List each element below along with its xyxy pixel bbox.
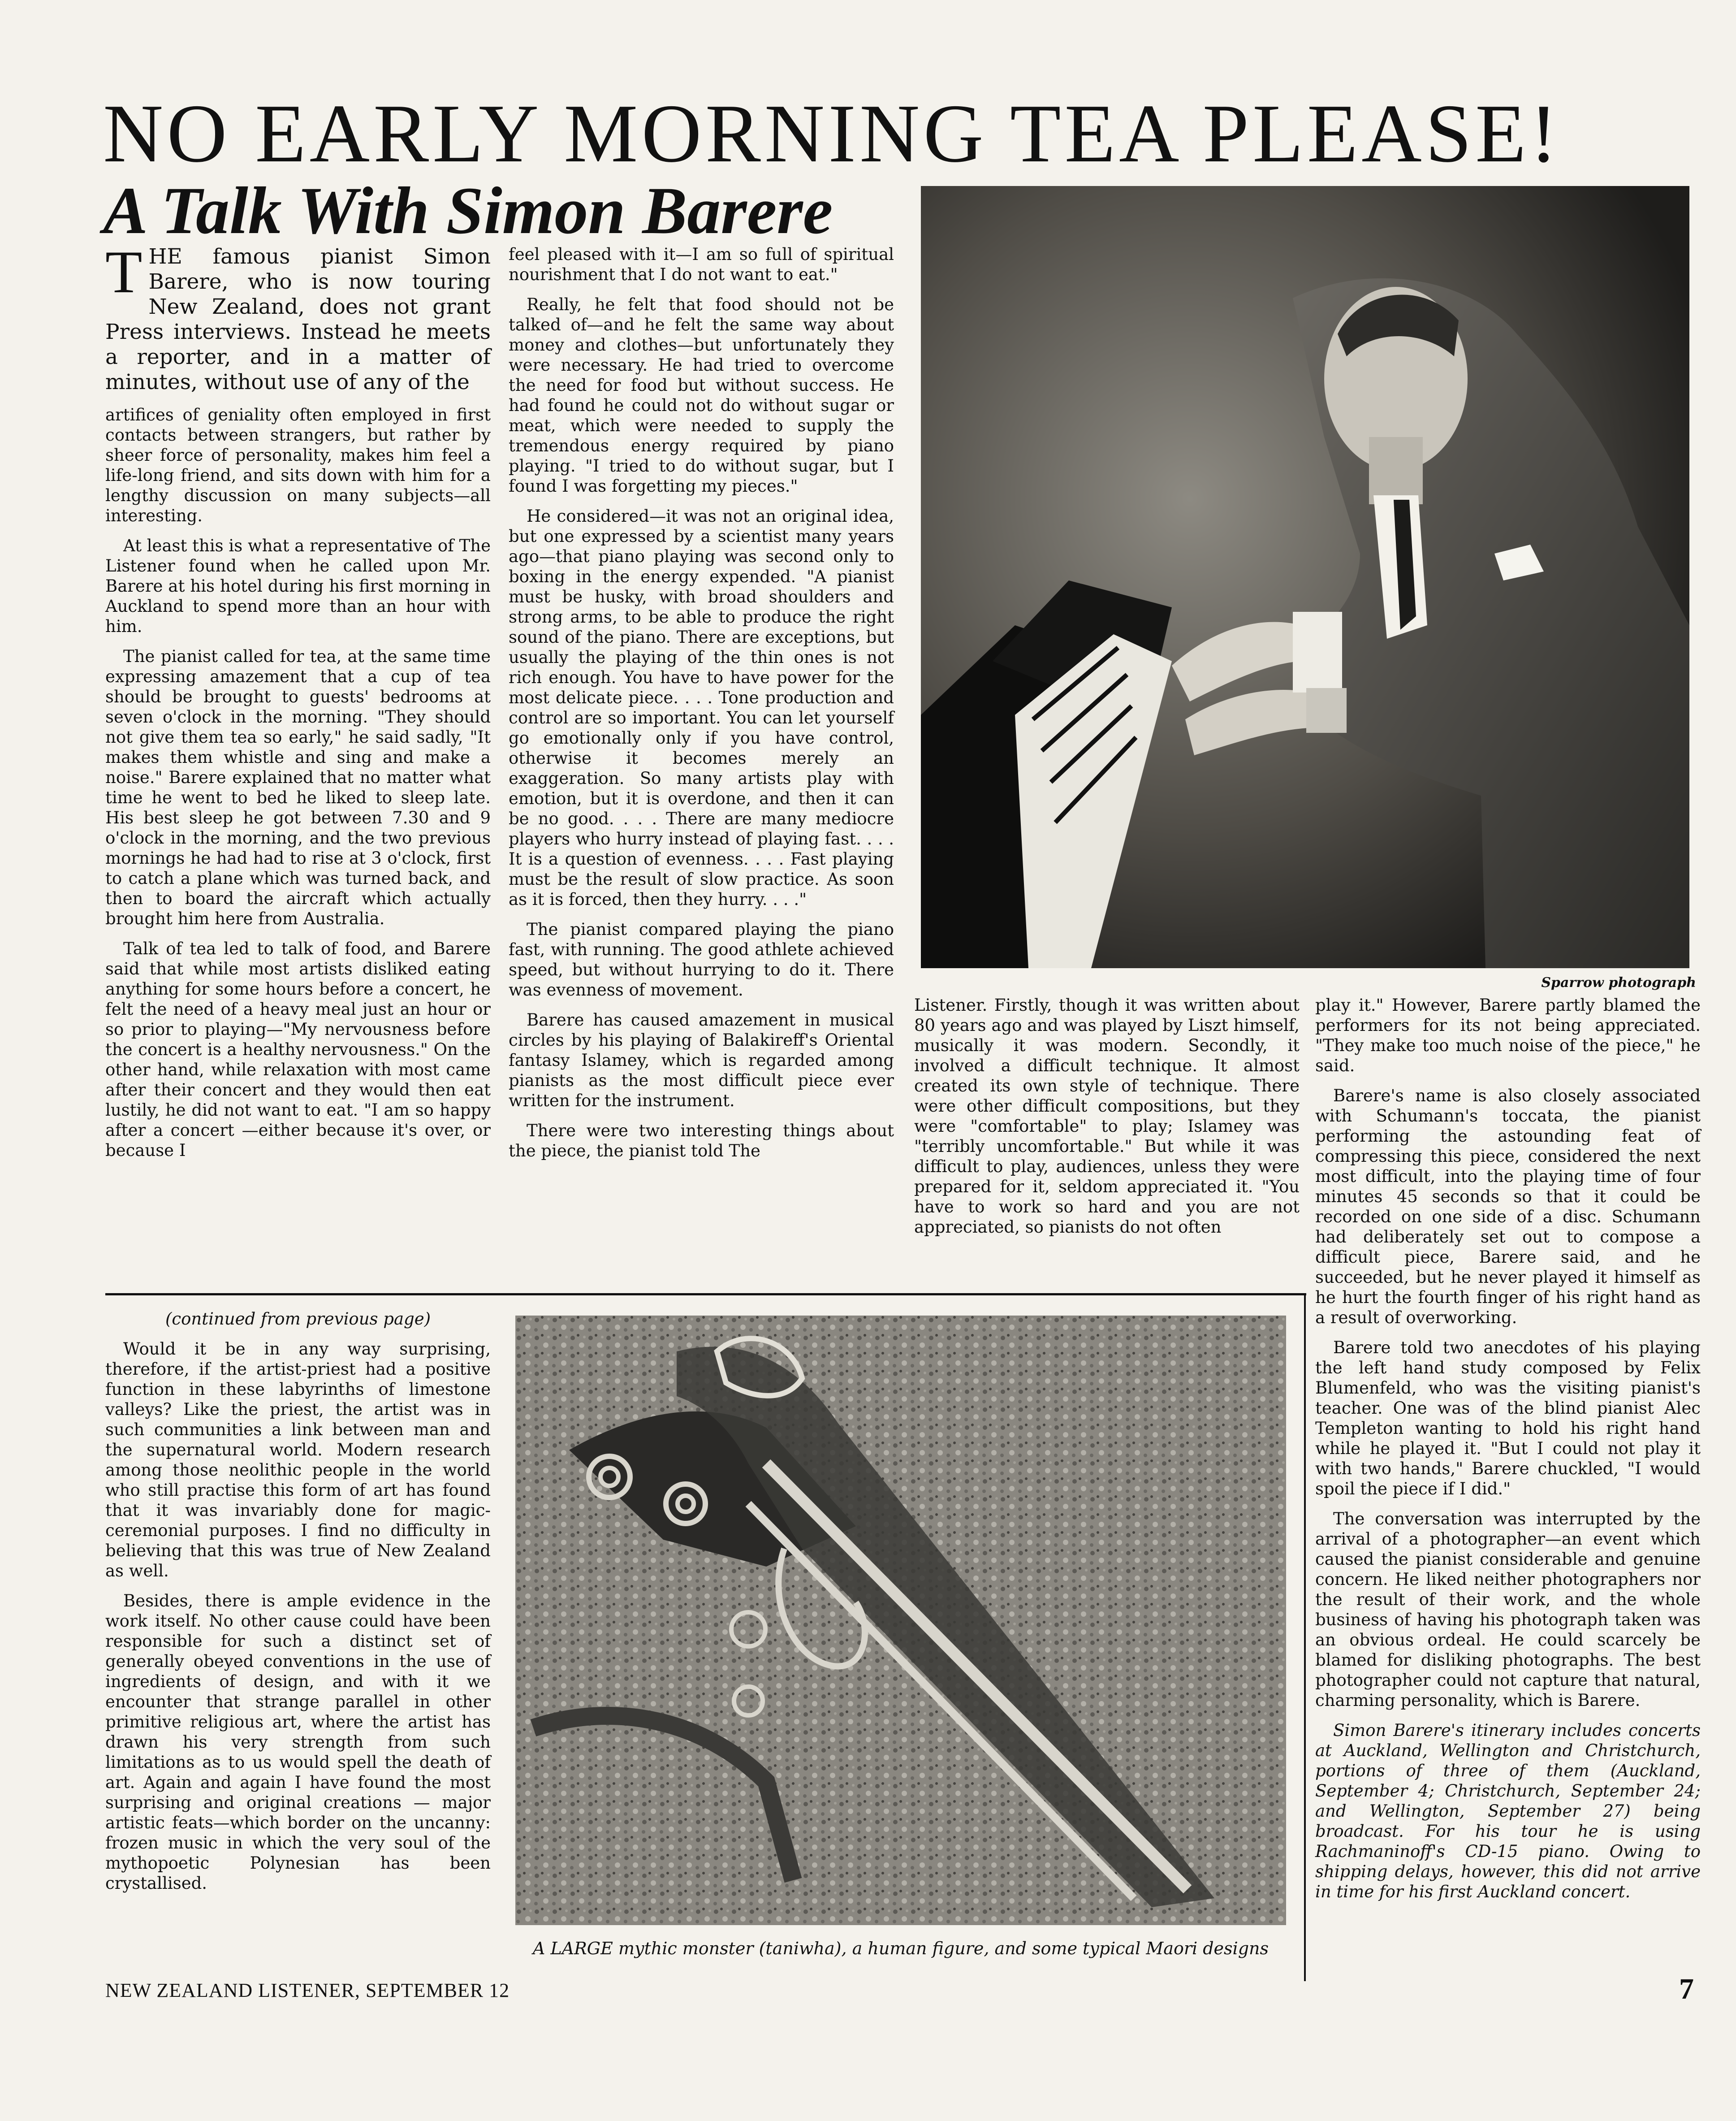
paragraph: The pianist compared playing the piano fast, with running. The good athlete achieved speed, but without hurrying to do it. There was evenness of movement. [509, 920, 894, 1000]
paragraph: Besides, there is ample evidence in the work itself. No other cause could have been responsible for such a distinct set of generally obeyed conventions in the use of ingredients of design, and with it we encounter that strange parallel in other primitive religious art, where the artist has drawn his very strength from such limitations as to us would spell the death of art. Again and again I have found the most surprising and original creations — major artistic feats—which border on the uncanny: frozen music in which the very soul of the mythopoetic Polynesian has been crystallised. [105, 1591, 491, 1893]
headline: NO EARLY MORNING TEA PLEASE! [103, 87, 1561, 180]
lead-text: HE famous pianist Simon Barere, who is now touring New Zealand, does not grant Press interviews. Instead he meets a reporter, and in a matter of minutes, without use of any of the [105, 244, 491, 394]
article-column-2 [509, 244, 894, 1171]
article-column-3 [914, 995, 1300, 1247]
continued-note: (continued from previous page) [165, 1309, 431, 1329]
column-rule [1304, 1295, 1306, 1981]
pianist-photograph [921, 186, 1689, 968]
drop-cap: T [105, 239, 143, 306]
itinerary-note: Simon Barere's itinerary includes concerts at Auckland, Wellington and Christchurch, portions of three of them (Auckland, September 4; Christchurch, September 24; and Wellington, September 27) being broadcast. For his tour he is using Rachmaninoff's CD-15 piano. Owing to shipping delays, however, this did not arrive in time for his first Auckland concert. [1315, 1721, 1701, 1901]
lower-story-column [105, 1309, 491, 1903]
paragraph: Barere told two anecdotes of his playing the left hand study composed by Felix Blumenfeld, who was the visiting pianist's teacher. One was of the blind pianist Alec Templeton wanting to hold his right hand while he played it. "But I could not play it with two hands," Barere chuckled, "I would spoil the piece if I did." [1315, 1338, 1701, 1498]
paragraph: He considered—it was not an original idea, but one expressed by a scientist many years ago—that piano playing was second only to boxing in the energy expended. "A pianist must be husky, with broad shoulders and strong arms, to be able to produce the right sound of the piano. There are exceptions, but usually the playing of the thin ones is not rich enough. You have to have power for the most delicate piece. . . . Tone production and control are so important. You can let yourself go emotionally only if you have control, otherwise it becomes merely an exaggeration. So many artists play with emotion, but it is overdone, and then it can be no good. . . . There are many mediocre players who hurry instead of playing fast. . . . It is a question of evenness. . . . Fast playing must be the result of slow practice. As soon as it is forced, then they hurry. . . ." [509, 506, 894, 909]
article-column-4 [1315, 995, 1701, 1912]
carving-illustration [515, 1316, 1286, 1925]
paragraph: Barere's name is also closely associated with Schumann's toccata, the pianist performing the astounding feat of compressing this piece, considered the next most difficult, into the playing time of four minutes 45 seconds so that it could be recorded on one side of a disc. Schumann had deliberately set out to compose a difficult piece, Barere said, and he succeeded, but he never played it himself as he hurt the fourth finger of his right hand as a result of overworking. [1315, 1086, 1701, 1327]
paragraph: Barere has caused amazement in musical circles by his playing of Balakireff's Oriental fantasy Islamey, which is regarded among pianists as the most difficult piece ever written for the instrument. [509, 1010, 894, 1110]
paragraph: There were two interesting things about the piece, the pianist told The [509, 1121, 894, 1160]
section-divider [105, 1293, 1306, 1295]
subheadline: A Talk With Simon Barere [103, 173, 833, 248]
paragraph: Would it be in any way surprising, therefore, if the artist-priest had a positive function in these labyrinths of limestone valleys? Like the priest, the artist was in such communities a link between man and the supernatural world. Modern research among those neolithic people in the world who still practise this form of art has found that it was invariably done for magic-ceremonial purposes. I find no difficulty in believing that this was true of New Zealand as well. [105, 1339, 491, 1580]
paragraph: The pianist called for tea, at the same time expressing amazement that a cup of tea should be brought to guests' bedrooms at seven o'clock in the morning. "They should not give them tea so early," he said sadly, "It makes them whistle and sing and make a noise." Barere explained that no matter what time he went to bed he liked to sleep late. His best sleep he got between 7.30 and 9 o'clock in the morning, and the two previous mornings he had had to rise at 3 o'clock, first to catch a plane which was turned back, and then to board the aircraft which actually brought him here from Australia. [105, 647, 491, 928]
paragraph: At least this is what a representative of The Listener found when he called upon Mr. Barere at his hotel during his first morning in Auckland to spend more than an hour with him. [105, 536, 491, 636]
paragraph: play it." However, Barere partly blamed the performers for its not being appreciated. "They make too much noise of the piece," he said. [1315, 996, 1701, 1075]
paragraph: feel pleased with it—I am so full of spiritual nourishment that I do not want to eat." [509, 245, 894, 284]
publication-footer: NEW ZEALAND LISTENER, SEPTEMBER 12 [105, 1979, 510, 2001]
paragraph: Listener. Firstly, though it was written about 80 years ago and was played by Liszt himself, musically it was modern. Secondly, it involved a difficult technique. It almost created its own style of technique. There were other difficult compositions, but they were "comfortable" to play; Islamey was "terribly uncomfortable." But while it was difficult to play, audiences, unless they were prepared for it, seldom appreciated it. "You have to work so hard and you are not appreciated, so pianists do not often [914, 996, 1300, 1237]
paragraph: Talk of tea led to talk of food, and Barere said that while most artists disliked eating anything for some hours before a concert, he felt the need of a heavy meal just an hour or so prior to playing—"My nervousness before the concert is a healthy nervousness." On the other hand, while relaxation with most came after their concert and they would then eat lustily, he did not want to eat. "I am so happy after a concert —either because it's over, or because I [105, 939, 491, 1160]
photo-credit: Sparrow photograph [1541, 975, 1696, 991]
paragraph: The conversation was interrupted by the arrival of a photographer—an event which caused the pianist considerable and genuine concern. He liked neither photographers nor the result of their work, and the whole business of having his photograph taken was an obvious ordeal. He could scarcely be blamed for disliking photographs. The best photographer could not capture that natural, charming personality, which is Barere. [1315, 1509, 1701, 1710]
lead-paragraph [105, 239, 491, 395]
article-column-1 [105, 239, 491, 1170]
maori-carving-photograph [515, 1316, 1286, 1925]
pianist-photo-illustration [921, 186, 1689, 968]
paragraph: Really, he felt that food should not be talked of—and he felt the same way about money and clothes—but unfortunately they were necessary. He had tried to overcome the need for food but without success. He had found he could not do without sugar or meat, which were needed to supply the tremendous energy required by piano playing. "I tried to do without sugar, but I found I was forgetting my pieces." [509, 295, 894, 496]
paragraph: artifices of geniality often employed in first contacts between strangers, but rather by sheer force of personality, makes him feel a life-long friend, and sits down with him for a lengthy discussion on many subjects—all interesting. [105, 405, 491, 525]
carving-caption: A LARGE mythic monster (taniwha), a human figure, and some typical Maori designs [532, 1939, 1269, 1958]
page-number: 7 [1679, 1973, 1694, 2005]
